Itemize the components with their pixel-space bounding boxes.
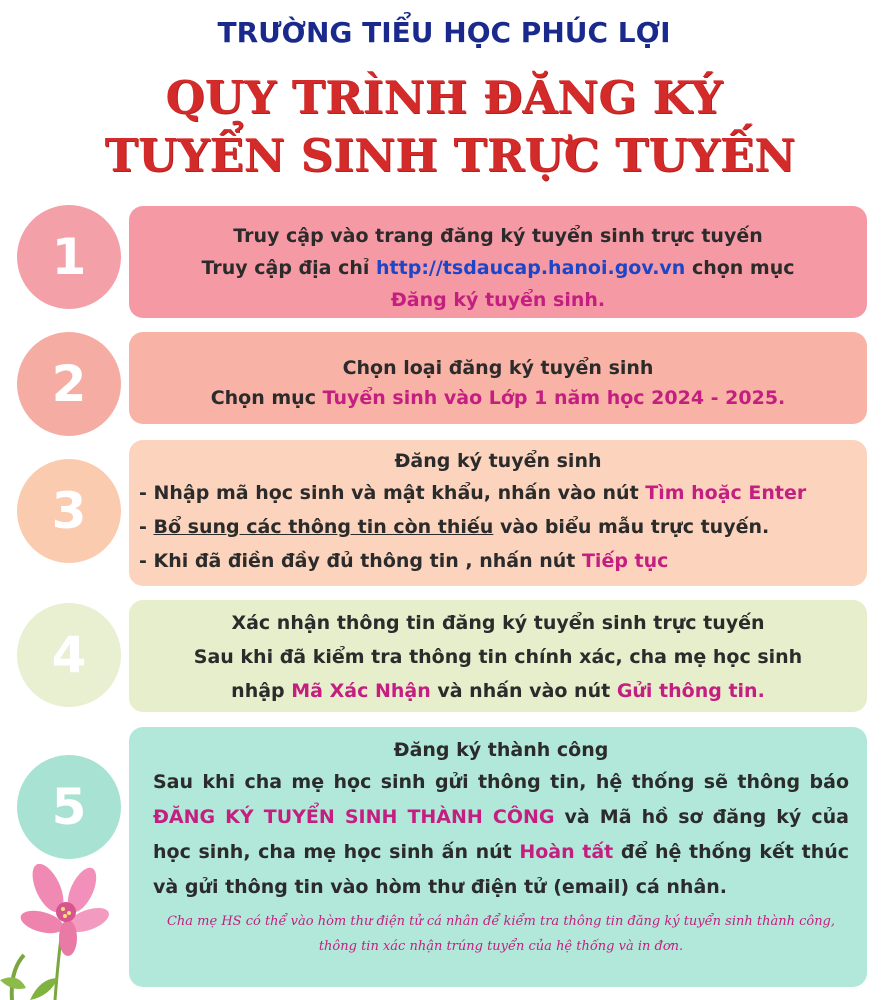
step-2-text: Chọn mục [210,387,323,409]
step-4-heading: Xác nhận thông tin đăng ký tuyển sinh trực tuyến [231,612,765,634]
step-4-text: nhập [231,680,292,702]
step-5-note: Cha mẹ HS có thể vào hòm thư điện tử cá nhân để kiểm tra thông tin đăng ký tuyển sinh thành công, thông tin xác nhận trúng tuyển của hệ thống và in đơn. [166,914,836,954]
step-3-bullet-2-dash: - [139,516,154,538]
step-5-text-end: để hệ thống kết thúc và gửi thông tin vào hòm thư điện tử (email) cá nhân. [153,841,850,898]
step-2-heading: Chọn loại đăng ký tuyển sinh [342,357,654,379]
step-3-card [129,440,867,586]
page-title-line-2: TUYỂN SINH TRỰC TUYẾN [104,129,796,182]
step-2-card [129,332,867,424]
step-2-number-badge: 2 [17,332,121,436]
step-1-card [129,206,867,318]
step-5-text-mid: và Mã hồ sơ đăng ký của học sinh, cha mẹ học sinh ấn nút [153,806,849,863]
step-3-bullet-1-text: - Nhập mã học sinh và mật khẩu, nhấn vào nút [139,482,646,504]
step-4-line-2 [129,674,867,708]
step-3-bullet-2-text: vào biểu mẫu trực tuyến. [493,516,770,538]
step-1-line-1 [129,252,867,284]
portal-url-link[interactable]: http://tsdaucap.hanoi.gov.vn [376,257,686,279]
step-3-bullet-3 [139,544,857,578]
step-1-text: Truy cập địa chỉ [201,257,377,279]
step-5-highlight-finish: Hoàn tất [519,841,614,863]
step-4-line-1: Sau khi đã kiểm tra thông tin chính xác, cha mẹ học sinh [193,646,803,668]
step-5-heading: Đăng ký thành công [393,739,609,761]
step-2-line-1 [129,383,867,413]
step-1-text-after: chọn mục [685,257,795,279]
step-5-highlight-success: ĐĂNG KÝ TUYỂN SINH THÀNH CÔNG [153,806,555,828]
step-4-card [129,600,867,712]
school-name: TRƯỜNG TIỂU HỌC PHÚC LỢI [217,16,671,49]
step-1-highlight: Đăng ký tuyển sinh. [390,289,606,311]
step-5-number-badge: 5 [17,755,121,859]
step-1-number-badge: 1 [17,205,121,309]
step-5-text: Sau khi cha mẹ học sinh gửi thông tin, hệ thống sẽ thông báo [153,771,849,793]
step-3-bullet-2 [139,510,857,544]
step-3-number-badge: 3 [17,459,121,563]
step-4-highlight-code: Mã Xác Nhận [291,680,431,702]
step-3-bullet-2-underlined: Bổ sung các thông tin còn thiếu [153,516,494,538]
step-3-bullet-1 [139,476,857,510]
step-3-bullet-3-text: - Khi đã điền đầy đủ thông tin , nhấn nút [139,550,582,572]
step-3-bullet-1-highlight: Tìm hoặc Enter [645,482,807,504]
step-4-highlight-send: Gửi thông tin. [616,680,765,702]
step-1-heading: Truy cập vào trang đăng ký tuyển sinh trực tuyến [233,225,763,247]
step-4-number-badge: 4 [17,603,121,707]
step-5-paragraph [153,765,849,905]
flower-icon [0,860,120,1000]
step-4-text-mid: và nhấn vào nút [430,680,617,702]
page-title-line-1: QUY TRÌNH ĐĂNG KÝ [165,71,723,124]
step-1-line-2 [129,284,867,316]
step-5-card [129,727,867,987]
step-3-heading: Đăng ký tuyển sinh [394,450,602,472]
step-3-bullet-3-highlight: Tiếp tục [581,550,669,572]
step-2-highlight: Tuyển sinh vào Lớp 1 năm học 2024 - 2025. [322,387,786,409]
